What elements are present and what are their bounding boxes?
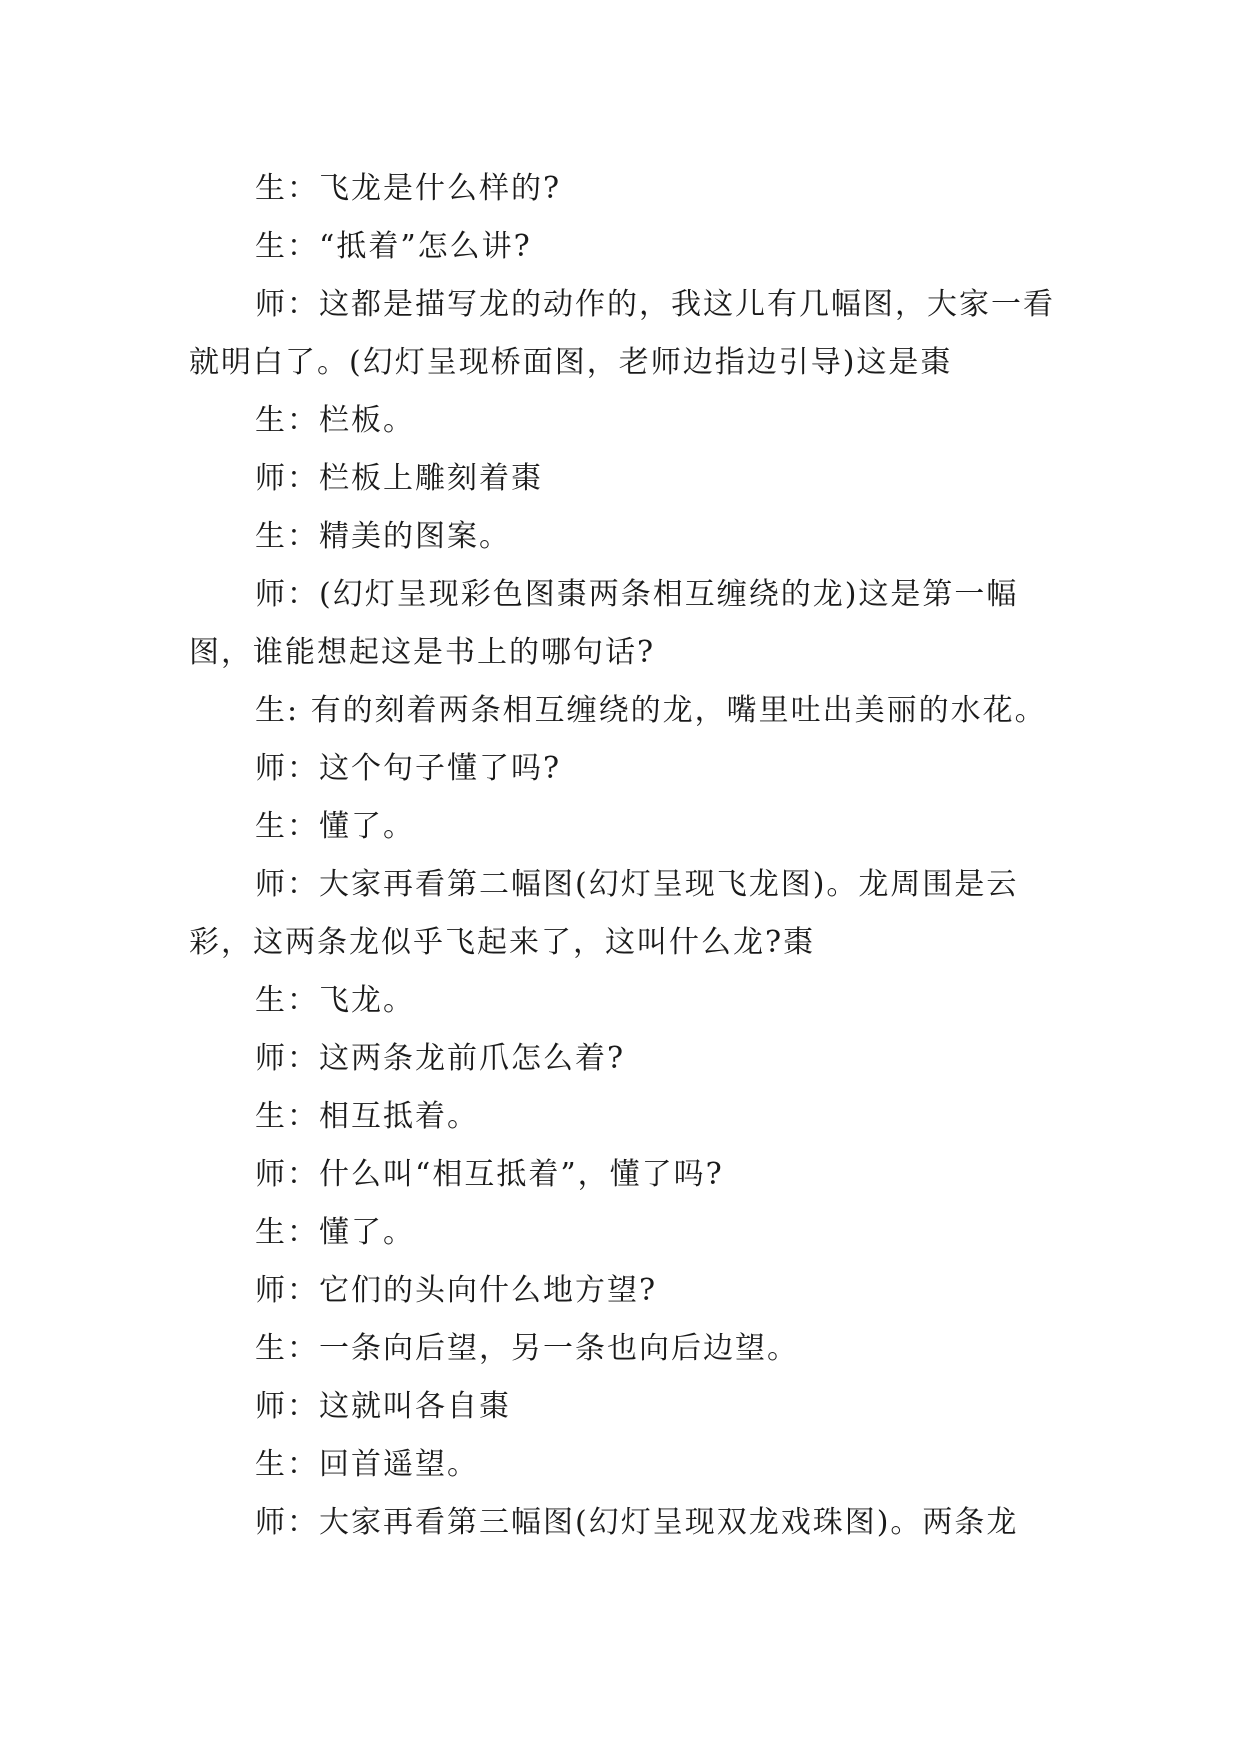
dialogue-line: 生：懂了。 — [255, 1215, 415, 1250]
dialogue-line: 师：这就叫各自棗 — [255, 1389, 511, 1424]
dialogue-line: 师：栏板上雕刻着棗 — [255, 461, 543, 496]
dialogue-line: 生：精美的图案。 — [255, 519, 511, 554]
dialogue-line: 生：“抵着”怎么讲? — [255, 229, 532, 264]
dialogue-line: 生：飞龙是什么样的? — [255, 171, 562, 206]
dialogue-line: 生：栏板。 — [255, 403, 415, 438]
dialogue-line: 生：回首遥望。 — [255, 1447, 479, 1482]
dialogue-line: 生：飞龙。 — [255, 983, 415, 1018]
dialogue-line: 生: 有的刻着两条相互缠绕的龙，嘴里吐出美丽的水花。 — [255, 693, 1047, 728]
dialogue-line: 师：大家再看第三幅图(幻灯呈现双龙戏珠图)。两条龙 — [255, 1505, 1019, 1540]
lesson-transcript — [189, 160, 1059, 1552]
dialogue-line: 师：这两条龙前爪怎么着? — [255, 1041, 626, 1076]
dialogue-line: 生：一条向后望，另一条也向后边望。 — [255, 1331, 799, 1366]
dialogue-line: 师：什么叫“相互抵着”，懂了吗? — [255, 1157, 724, 1192]
dialogue-line: 生：相互抵着。 — [255, 1099, 479, 1134]
dialogue-line: 师：这都是描写龙的动作的，我这儿有几幅图，大家一看就明白了。(幻灯呈现桥面图，老师边指边引导)这是棗 — [189, 287, 1055, 380]
dialogue-line: 师：(幻灯呈现彩色图棗两条相互缠绕的龙)这是第一幅图，谁能想起这是书上的哪句话? — [189, 577, 1019, 670]
dialogue-line: 师：大家再看第二幅图(幻灯呈现飞龙图)。龙周围是云彩，这两条龙似乎飞起来了，这叫什么龙?棗 — [189, 867, 1019, 960]
dialogue-line: 师：它们的头向什么地方望? — [255, 1273, 658, 1308]
dialogue-line: 师：这个句子懂了吗? — [255, 751, 562, 786]
dialogue-line: 生：懂了。 — [255, 809, 415, 844]
